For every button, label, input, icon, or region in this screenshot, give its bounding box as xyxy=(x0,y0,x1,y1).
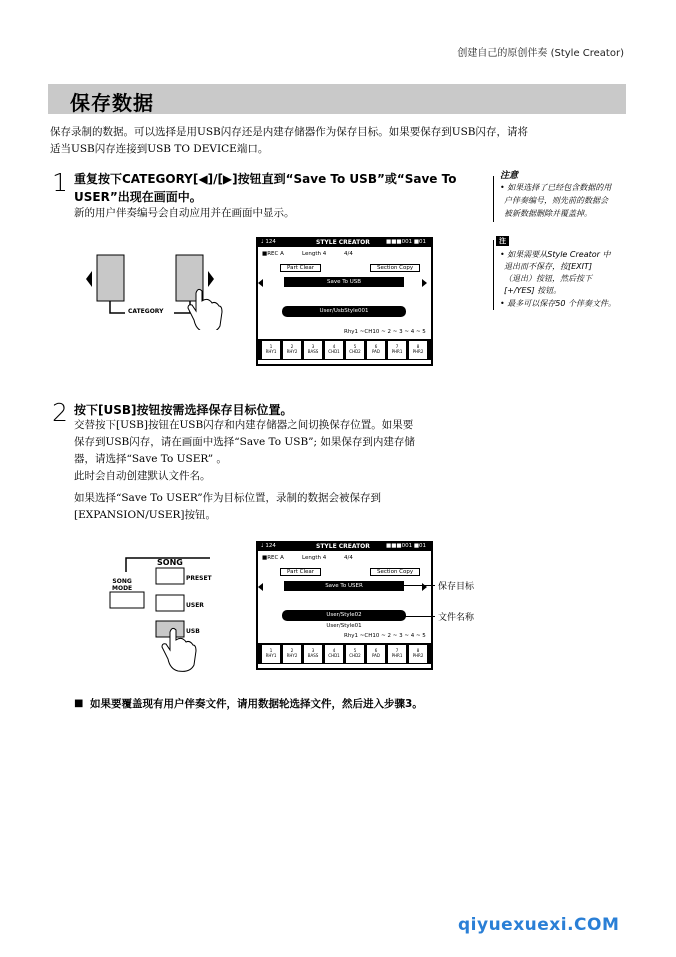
lcd1-soft-button-6: 6 PAD xyxy=(367,341,385,359)
lcd2-bottom: Rhy1 ~CH10 ~ 2 ~ 3 ~ 4 ~ 5 xyxy=(344,633,426,639)
lcd2-part-clear: Part Clear xyxy=(280,568,321,576)
callout-filename: 文件名称 xyxy=(438,613,475,623)
lcd1-rec: ■REC A xyxy=(262,251,284,257)
preset-label: PRESET xyxy=(186,575,212,582)
intro-line-1: 保存录制的数据。可以选择是用USB闪存还是内建存储器作为保存目标。如果要保存到USB闪存，请将 xyxy=(50,126,529,138)
tip-line-3: （退出）按钮，然后按下 xyxy=(504,274,592,283)
step-2-body-5: 如果选择“Save To USER”作为目标位置，录制的数据会被保存到 xyxy=(74,492,382,504)
lcd2-soft-button-5: 5 CHD2 xyxy=(346,645,364,663)
step-2-body-2: 保存到USB闪存，请在画面中选择“Save To USB”; 如果保存到内建存储 xyxy=(74,436,415,448)
lcd1-soft-button-3: 3 BASS xyxy=(304,341,322,359)
callout-line-destination xyxy=(403,585,435,586)
tip-line-1: • 如果需要从Style Creator 中 xyxy=(500,250,611,259)
song-mode-label: SONG MODE xyxy=(112,578,133,592)
lcd2-rec: ■REC A xyxy=(262,555,284,561)
lcd-screen-2 xyxy=(256,541,433,670)
lcd1-measure: ■■■001 ■01 xyxy=(386,239,427,245)
lcd1-title: STYLE CREATOR xyxy=(316,239,370,246)
running-header: 创建自己的原创伴奏 (Style Creator) xyxy=(457,48,624,59)
step-2-number: 2 xyxy=(52,398,68,427)
song-buttons-figure xyxy=(100,548,250,688)
section-title: 保存数据 xyxy=(70,91,154,115)
category-label: CATEGORY xyxy=(128,308,164,315)
watermark-logo: qiyuexuexi.COM xyxy=(458,915,620,935)
lcd1-soft-button-2: 2 RHY2 xyxy=(283,341,301,359)
tip-badge: 注 xyxy=(496,236,509,246)
lcd1-section-copy: Section Copy xyxy=(370,264,420,272)
step-2-body-6: [EXPANSION/USER]按钮。 xyxy=(74,509,216,521)
step-2-body-4: 此时会自动创建默认文件名。 xyxy=(74,470,211,482)
caution-title: 注意 xyxy=(500,171,519,181)
lcd2-soft-button-6: 6 PAD xyxy=(367,645,385,663)
lcd1-tempo: ♩ 124 xyxy=(261,239,276,245)
tip-line-5: • 最多可以保存50 个伴奏文件。 xyxy=(500,299,616,308)
lcd2-section-copy: Section Copy xyxy=(370,568,420,576)
step-2-body-1: 交替按下[USB]按钮在USB闪存和内建存储器之间切换保存位置。如果要 xyxy=(74,419,414,431)
lcd2-tempo: ♩ 124 xyxy=(261,543,276,549)
lcd2-soft-button-2: 2 RHY2 xyxy=(283,645,301,663)
lcd1-soft-button-8: 8 PHR2 xyxy=(409,341,427,359)
tip-rule xyxy=(493,240,494,310)
caution-line-3: 被新数据删除并覆盖掉。 xyxy=(504,209,592,218)
step-1-body: 新的用户伴奏编号会自动应用并在画面中显示。 xyxy=(74,207,295,219)
lcd1-filename: User/UsbStyle001 xyxy=(282,306,406,317)
step-1-number: 1 xyxy=(52,168,68,197)
user-label: USER xyxy=(186,602,204,609)
callout-destination: 保存目标 xyxy=(438,582,475,592)
lcd2-soft-button-1: 1 RHY1 xyxy=(262,645,280,663)
lcd1-length: Length 4 xyxy=(302,251,327,257)
lcd2-beat: 4/4 xyxy=(344,555,353,561)
step-2-heading: 按下[USB]按钮按需选择保存目标位置。 xyxy=(74,403,293,417)
lcd1-part-clear: Part Clear xyxy=(280,264,321,272)
bullet-note-text: 如果要覆盖现有用户伴奏文件，请用数据轮选择文件，然后进入步骤3。 xyxy=(90,698,423,710)
tip-line-4: [+/YES] 按钮。 xyxy=(504,286,562,295)
lcd-screen-1 xyxy=(256,237,433,366)
lcd1-bottom: Rhy1 ~CH10 ~ 2 ~ 3 ~ 4 ~ 5 xyxy=(344,329,426,335)
intro-line-2: 适当USB闪存连接到USB TO DEVICE端口。 xyxy=(50,143,269,155)
lcd1-save-to: Save To USB xyxy=(284,277,404,287)
lcd2-soft-button-4: 4 CHD1 xyxy=(325,645,343,663)
caution-rule xyxy=(493,176,494,222)
step-1-heading-line-2: USER”出现在画面中。 xyxy=(74,190,202,204)
bullet-marker: ■ xyxy=(74,698,84,709)
lcd2-save-to: Save To USER xyxy=(284,581,404,591)
lcd1-soft-button-1: 1 RHY1 xyxy=(262,341,280,359)
caution-line-1: • 如果选择了已经包含数据的用 xyxy=(500,183,612,192)
lcd2-measure: ■■■001 ■01 xyxy=(386,543,427,549)
lcd1-soft-button-5: 5 CHD2 xyxy=(346,341,364,359)
usb-button-label: USB xyxy=(186,628,200,635)
step-2-body-3: 器，请选择“Save To USER” 。 xyxy=(74,453,227,465)
song-label: SONG xyxy=(157,558,183,567)
lcd2-soft-button-7: 7 PHR1 xyxy=(388,645,406,663)
lcd2-title: STYLE CREATOR xyxy=(316,543,370,550)
lcd1-soft-button-7: 7 PHR1 xyxy=(388,341,406,359)
lcd2-filename-below: User/Style01 xyxy=(326,623,362,629)
category-figure xyxy=(80,245,230,330)
caution-line-2: 户伴奏编号，则先前的数据会 xyxy=(504,196,608,205)
lcd2-length: Length 4 xyxy=(302,555,327,561)
step-1-heading-line-1: 重复按下CATEGORY[◀]/[▶]按钮直到“Save To USB”或“Save To xyxy=(74,172,457,186)
lcd1-beat: 4/4 xyxy=(344,251,353,257)
tip-line-2: 退出而不保存，按[EXIT] xyxy=(504,262,593,271)
lcd2-soft-button-8: 8 PHR2 xyxy=(409,645,427,663)
callout-line-filename xyxy=(405,616,435,617)
lcd2-soft-button-3: 3 BASS xyxy=(304,645,322,663)
lcd1-soft-button-4: 4 CHD1 xyxy=(325,341,343,359)
lcd2-filename: User/Style02 xyxy=(282,610,406,621)
